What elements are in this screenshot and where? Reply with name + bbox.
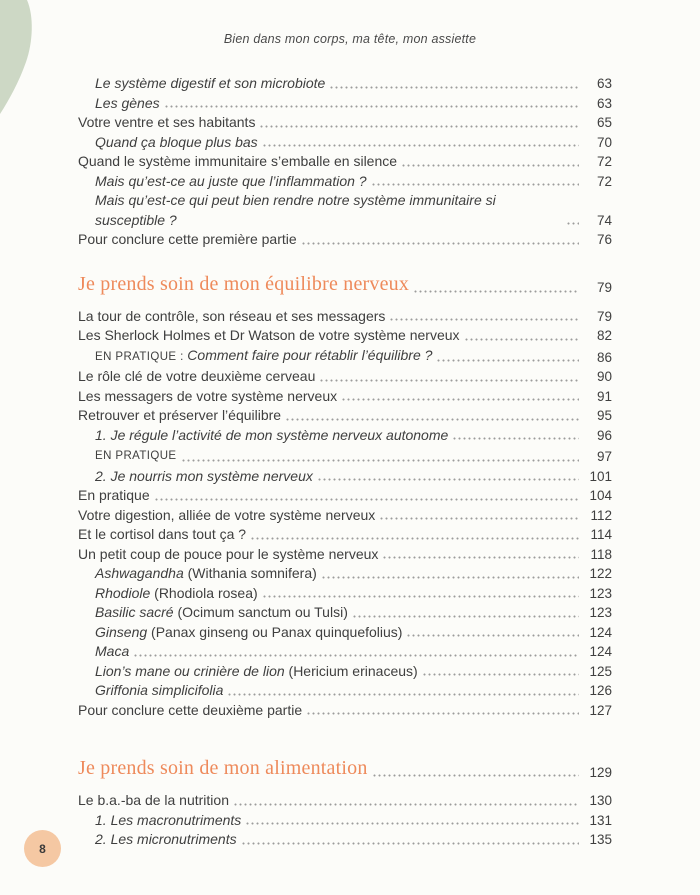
dotted-leader: [352, 610, 579, 623]
toc-page-number: 123: [589, 605, 612, 620]
dotted-leader: [379, 512, 579, 525]
page-number: 8: [39, 841, 46, 856]
dotted-leader: [262, 590, 579, 603]
toc-entry-label: [95, 642, 129, 662]
dotted-leader: [262, 139, 579, 152]
toc-entry: [78, 642, 612, 662]
toc-entry: [78, 525, 612, 545]
toc-entry-label: [78, 387, 337, 407]
toc-entry: [78, 445, 612, 467]
toc-entry-label: [95, 426, 448, 446]
toc-page-number: 126: [589, 683, 612, 698]
dotted-leader: [341, 393, 579, 406]
dotted-leader: [422, 668, 579, 681]
dotted-leader: [227, 688, 579, 701]
dotted-leader: [154, 493, 579, 506]
dotted-leader: [241, 837, 579, 850]
toc-label-part: Je prends soin de mon alimentation: [78, 757, 368, 779]
toc-page-number: 123: [589, 585, 612, 601]
toc-entry-label: [78, 545, 378, 565]
running-header: Bien dans mon corps, ma tête, mon assiette: [223, 32, 477, 46]
toc-label-part: 2. Je nourris mon système nerveux: [95, 467, 313, 484]
toc-entry: [78, 230, 612, 250]
dotted-leader: [133, 649, 579, 662]
toc-section-heading: [78, 754, 612, 782]
dotted-leader: [301, 237, 579, 250]
toc-label-part: Mais qu’est-ce qui peut bien rendre notre système immunitaire si susceptible ?: [95, 192, 496, 228]
dotted-leader: [285, 413, 579, 426]
toc-entry: [78, 506, 612, 526]
toc-label-part: Un petit coup de pouce pour le système nerveux: [78, 545, 379, 562]
toc-page-number: 82: [596, 328, 612, 343]
toc-page-number: 74: [596, 212, 612, 228]
toc-entry: [78, 545, 612, 565]
dotted-leader: [317, 473, 579, 486]
toc-entry: [78, 406, 612, 426]
toc-label-part: Mais qu’est-ce au juste que l’inflammation ?: [95, 172, 367, 189]
toc-page-number: 125: [589, 663, 612, 679]
dotted-leader: [233, 798, 579, 811]
toc-label-part: (Panax ginseng ou Panax quinquefolius): [147, 623, 403, 640]
toc-page-number: 70: [596, 134, 612, 150]
toc-page-number: 65: [596, 115, 612, 130]
toc-page-number: 90: [596, 369, 612, 384]
dotted-leader: [321, 571, 579, 584]
toc-entry-label: [95, 662, 418, 682]
toc-entry-label: [95, 172, 367, 192]
toc-entry: [78, 191, 612, 230]
toc-label-part: EN PRATIQUE :: [95, 350, 188, 363]
toc-entry: [78, 326, 612, 346]
toc-page-number: 95: [596, 408, 612, 423]
toc-label-part: (Withania somnifera): [183, 565, 317, 581]
toc-entry: [78, 486, 612, 506]
toc-entry-label: [78, 326, 460, 346]
toc-label-part: Ashwagandha: [95, 565, 184, 581]
page-number-badge: [24, 830, 61, 867]
toc-page-number: 127: [589, 702, 612, 718]
toc-section-heading: [78, 270, 612, 298]
toc-label-part: Maca: [95, 643, 130, 659]
toc-entry: [78, 94, 612, 114]
toc-entry-label: [95, 133, 258, 153]
toc-entry-label: [95, 623, 402, 643]
toc-entry-label: [78, 486, 150, 506]
toc-page-number: 101: [589, 468, 612, 484]
toc-label-part: (Ocimum sanctum ou Tulsi): [173, 604, 348, 620]
toc-entry-label: [78, 406, 281, 426]
toc-label-part: Basilic sacré: [95, 604, 174, 620]
toc-label-part: EN PRATIQUE: [95, 450, 177, 462]
toc-label-part: Ginseng: [95, 623, 148, 640]
toc-page-number: 79: [596, 308, 612, 324]
toc-label-part: La tour de contrôle, son réseau et ses messagers: [78, 307, 386, 324]
toc-entry-label: [95, 445, 177, 467]
toc-label-part: Quand le système immunitaire s’emballe en silence: [78, 153, 398, 169]
toc-entry: [78, 603, 612, 623]
dotted-leader: [372, 769, 579, 782]
toc-page-number: 135: [589, 832, 612, 847]
dotted-leader: [250, 532, 579, 545]
toc-entry: [78, 307, 612, 327]
dotted-leader: [413, 285, 579, 298]
toc-entry: [78, 113, 612, 133]
dotted-leader: [306, 707, 579, 720]
toc-label-part: Le b.a.-ba de la nutrition: [78, 792, 229, 808]
dotted-leader: [401, 159, 579, 172]
toc-entry: [78, 662, 612, 682]
toc-page-number: 104: [589, 488, 612, 503]
toc-entry: [78, 811, 612, 831]
toc-entry-label: [78, 701, 302, 721]
toc-label-part: Comment faire pour rétablir l’équilibre ?: [187, 346, 433, 363]
toc-entry: [78, 367, 612, 387]
dotted-leader: [259, 120, 579, 133]
dotted-leader: [452, 432, 579, 445]
toc-page-number: 131: [589, 812, 612, 828]
toc-page-number: 124: [589, 644, 612, 659]
toc-page-number: 97: [596, 449, 612, 464]
dotted-leader: [319, 374, 579, 387]
toc-entry: [78, 701, 612, 721]
toc-label-part: Les Sherlock Holmes et Dr Watson de votre système nerveux: [78, 327, 460, 343]
toc-entry-label: [78, 152, 397, 172]
toc-entry: [78, 791, 612, 811]
toc-label-part: (Rhodiola rosea): [150, 584, 258, 601]
toc-page-number: 63: [596, 95, 612, 111]
toc-label-part: Votre digestion, alliée de votre système nerveux: [78, 506, 376, 523]
toc-label-part: Lion’s mane ou crinière de lion: [95, 662, 285, 679]
toc-entry: [78, 133, 612, 153]
toc-entry-label: [95, 346, 432, 368]
toc-entry: [78, 681, 612, 701]
toc-page-number: 129: [589, 764, 612, 780]
toc-page-number: 79: [596, 280, 612, 295]
toc-page-number: 63: [596, 76, 612, 91]
dotted-leader: [371, 178, 579, 191]
toc-entry: [78, 152, 612, 172]
toc-entry: [78, 426, 612, 446]
toc-entry-label: [78, 506, 375, 526]
toc-label-part: 1. Je régule l’activité de mon système nerveux autonome: [95, 426, 449, 443]
toc-entry: [78, 346, 612, 368]
dotted-leader: [245, 817, 579, 830]
dotted-leader: [436, 354, 579, 367]
toc-label-part: Les messagers de votre système nerveux: [78, 387, 338, 404]
toc-page-number: 96: [596, 427, 612, 443]
toc-page-number: 72: [596, 154, 612, 169]
toc-heading-label: [78, 270, 409, 298]
toc-entry-label: [78, 791, 229, 811]
dotted-leader: [566, 217, 579, 230]
toc-label-part: Pour conclure cette première partie: [78, 231, 297, 247]
dotted-leader: [181, 454, 579, 467]
dotted-leader: [464, 333, 579, 346]
toc-entry-label: [95, 467, 313, 487]
toc-label-part: Griffonia simplicifolia: [95, 682, 224, 698]
toc-entry: [78, 584, 612, 604]
toc-entry: [78, 467, 612, 487]
toc-page-number: 72: [596, 173, 612, 189]
toc-entry-label: [78, 230, 297, 250]
toc-entry: [78, 564, 612, 584]
toc-label-part: Quand ça bloque plus bas: [95, 133, 258, 150]
toc-page-number: 118: [590, 546, 612, 562]
toc: [78, 74, 612, 850]
dotted-leader: [389, 313, 579, 326]
toc-label-part: 1. Les macronutriments: [95, 811, 242, 828]
toc-entry-label: [95, 191, 562, 230]
toc-heading-label: [78, 754, 368, 782]
toc-entry-label: [95, 584, 258, 604]
toc-page-number: 124: [589, 624, 612, 640]
toc-entry: [78, 623, 612, 643]
toc-label-part: Le rôle clé de votre deuxième cerveau: [78, 368, 316, 384]
toc-entry-label: [95, 564, 317, 584]
toc-label-part: (Hericium erinaceus): [284, 662, 418, 679]
toc-entry-label: [78, 525, 246, 545]
toc-entry-label: [95, 74, 325, 94]
toc-entry-label: [95, 681, 223, 701]
dotted-leader: [164, 100, 579, 113]
toc-entry-label: [95, 811, 241, 831]
toc-label-part: Et le cortisol dans tout ça ?: [78, 526, 247, 542]
dotted-leader: [382, 551, 579, 564]
dotted-leader: [406, 629, 579, 642]
toc-page-number: 130: [589, 793, 612, 808]
toc-entry-label: [78, 307, 385, 327]
toc-entry: [78, 830, 612, 850]
toc-label-part: En pratique: [78, 487, 150, 503]
toc-page-number: 112: [590, 507, 612, 523]
toc-entry: [78, 74, 612, 94]
toc-page-number: 86: [596, 349, 612, 365]
toc-label-part: Je prends soin de mon équilibre nerveux: [78, 272, 410, 295]
toc-entry-label: [78, 113, 255, 133]
toc-label-part: Pour conclure cette deuxième partie: [78, 701, 303, 718]
toc-entry-label: [95, 94, 160, 114]
toc-label-part: Retrouver et préserver l’équilibre: [78, 407, 282, 423]
toc-entry: [78, 387, 612, 407]
toc-page-number: 122: [589, 566, 612, 581]
toc-label-part: Rhodiole: [95, 584, 151, 601]
toc-page-number: 76: [596, 232, 612, 247]
toc-entry-label: [78, 367, 315, 387]
dotted-leader: [329, 81, 579, 94]
toc-page-number: 114: [590, 527, 612, 542]
toc-label-part: Les gènes: [95, 94, 160, 111]
toc-label-part: 2. Les micronutriments: [95, 831, 237, 847]
toc-page-number: 91: [596, 388, 612, 404]
toc-label-part: Le système digestif et son microbiote: [95, 75, 326, 91]
toc-entry: [78, 172, 612, 192]
toc-entry-label: [95, 830, 237, 850]
toc-label-part: Votre ventre et ses habitants: [78, 114, 256, 130]
toc-entry-label: [95, 603, 348, 623]
